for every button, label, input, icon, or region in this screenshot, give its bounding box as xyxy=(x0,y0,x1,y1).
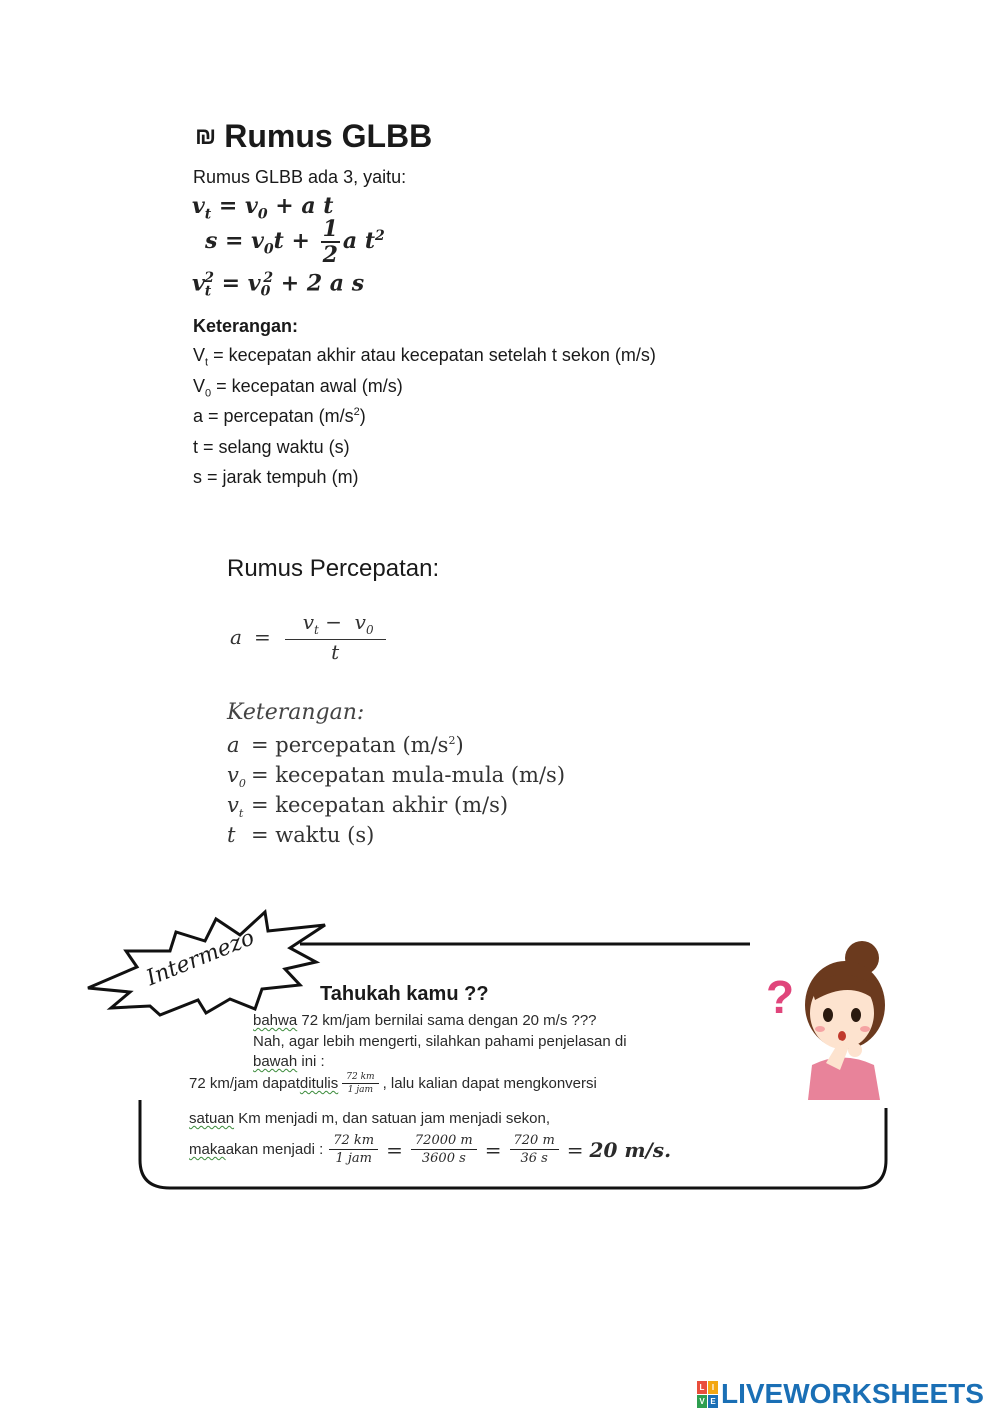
bullet-glyph-icon: ₪ xyxy=(195,123,217,150)
question-mark-icon: ? xyxy=(766,971,795,1023)
equals-sign: = xyxy=(386,1137,403,1162)
intermezo-line: 72 km/jam dapat ditulis $\frac{72 km}{\text{1 jam}}$ , lalu kalian dapat mengkonversi xyxy=(189,1072,597,1095)
logo-letter: I xyxy=(708,1381,718,1394)
logo-letter: E xyxy=(708,1395,718,1408)
liveworksheets-logo-icon xyxy=(697,1381,718,1408)
list-item: $V_0$ = kecepatan awal (m/s) xyxy=(193,375,403,400)
fraction: $\frac{720 m}{36 s}$ xyxy=(510,1133,559,1166)
intermezo-line: bawah ini : xyxy=(253,1053,325,1070)
list-item: t = selang waktu (s) xyxy=(193,436,350,457)
intermezo-line: satuan Km menjadi m, dan satuan jam menjadi sekon, xyxy=(189,1110,551,1127)
intermezo-line: bahwa 72 km/jam bernilai sama dengan 20 m/s ??? xyxy=(253,1012,597,1029)
girl-illustration xyxy=(805,941,885,1100)
brand-footer[interactable] xyxy=(697,1378,984,1410)
equals-sign: = xyxy=(484,1137,502,1162)
list-item: a = percepatan $(m/s^2)$ xyxy=(193,406,366,426)
intermezo-label: Intermezo xyxy=(143,925,259,992)
intermezo-line: Nah, agar lebih mengerti, silahkan pahami penjelasan di xyxy=(253,1033,627,1050)
formula-velocity-squared: $v_t^2 = v_0^2 + 2$ a s xyxy=(192,270,365,300)
title-text: Rumus GLBB xyxy=(224,118,433,154)
list-item: a = percepatan $(m/s^2)$ xyxy=(227,733,464,757)
list-item: s = jarak tempuh (m) xyxy=(193,467,359,487)
conversion-result: 20 m/s. xyxy=(589,1137,672,1162)
list-item: $V_t$ = kecepatan akhir atau kecepatan setelah t sekon (m/s) xyxy=(193,345,656,369)
logo-letter: L xyxy=(697,1381,707,1394)
section-title: Rumus Percepatan: xyxy=(227,555,440,582)
fraction: $\frac{72000 m}{3600 s}$ xyxy=(411,1133,477,1166)
intermezo-conversion: maka akan menjadi : $\frac{72 km}{\text{1 jam}}$ = $\frac{72000 m}{3600 s}$ = $\frac{720 m}{36 s}$ = 20 m/s. xyxy=(189,1133,672,1166)
list-item: t = waktu (s) xyxy=(227,823,375,847)
equals-sign: = xyxy=(566,1137,584,1162)
fraction: $\frac{72 km}{\text{1 jam}}$ xyxy=(329,1133,378,1166)
logo-letter: V xyxy=(697,1395,707,1408)
keterangan-heading: Keterangan: xyxy=(193,316,299,336)
intermezo-heading: Tahukah kamu ?? xyxy=(320,983,489,1005)
list-item: $v_t$ = kecepatan akhir (m/s) xyxy=(227,793,509,821)
inline-fraction: $\frac{72 km}{\text{1 jam}}$ xyxy=(342,1072,378,1095)
keterangan-heading: Keterangan: xyxy=(227,700,365,725)
formula-velocity: $v_t = v_0 + a$ t xyxy=(192,193,334,223)
list-item: $v_0$ = kecepatan mula-mula (m/s) xyxy=(227,763,566,791)
formula-acceleration: a = $\frac{v_t - v_0}{t}$ xyxy=(230,610,386,664)
formula-distance: $s = v_0t$ + $\frac{1}{2}$ a $t^2$ xyxy=(205,216,385,269)
intro-text: Rumus GLBB ada 3, yaitu: xyxy=(193,167,407,187)
brand-name: LIVEWORKSHEETS xyxy=(721,1378,984,1409)
